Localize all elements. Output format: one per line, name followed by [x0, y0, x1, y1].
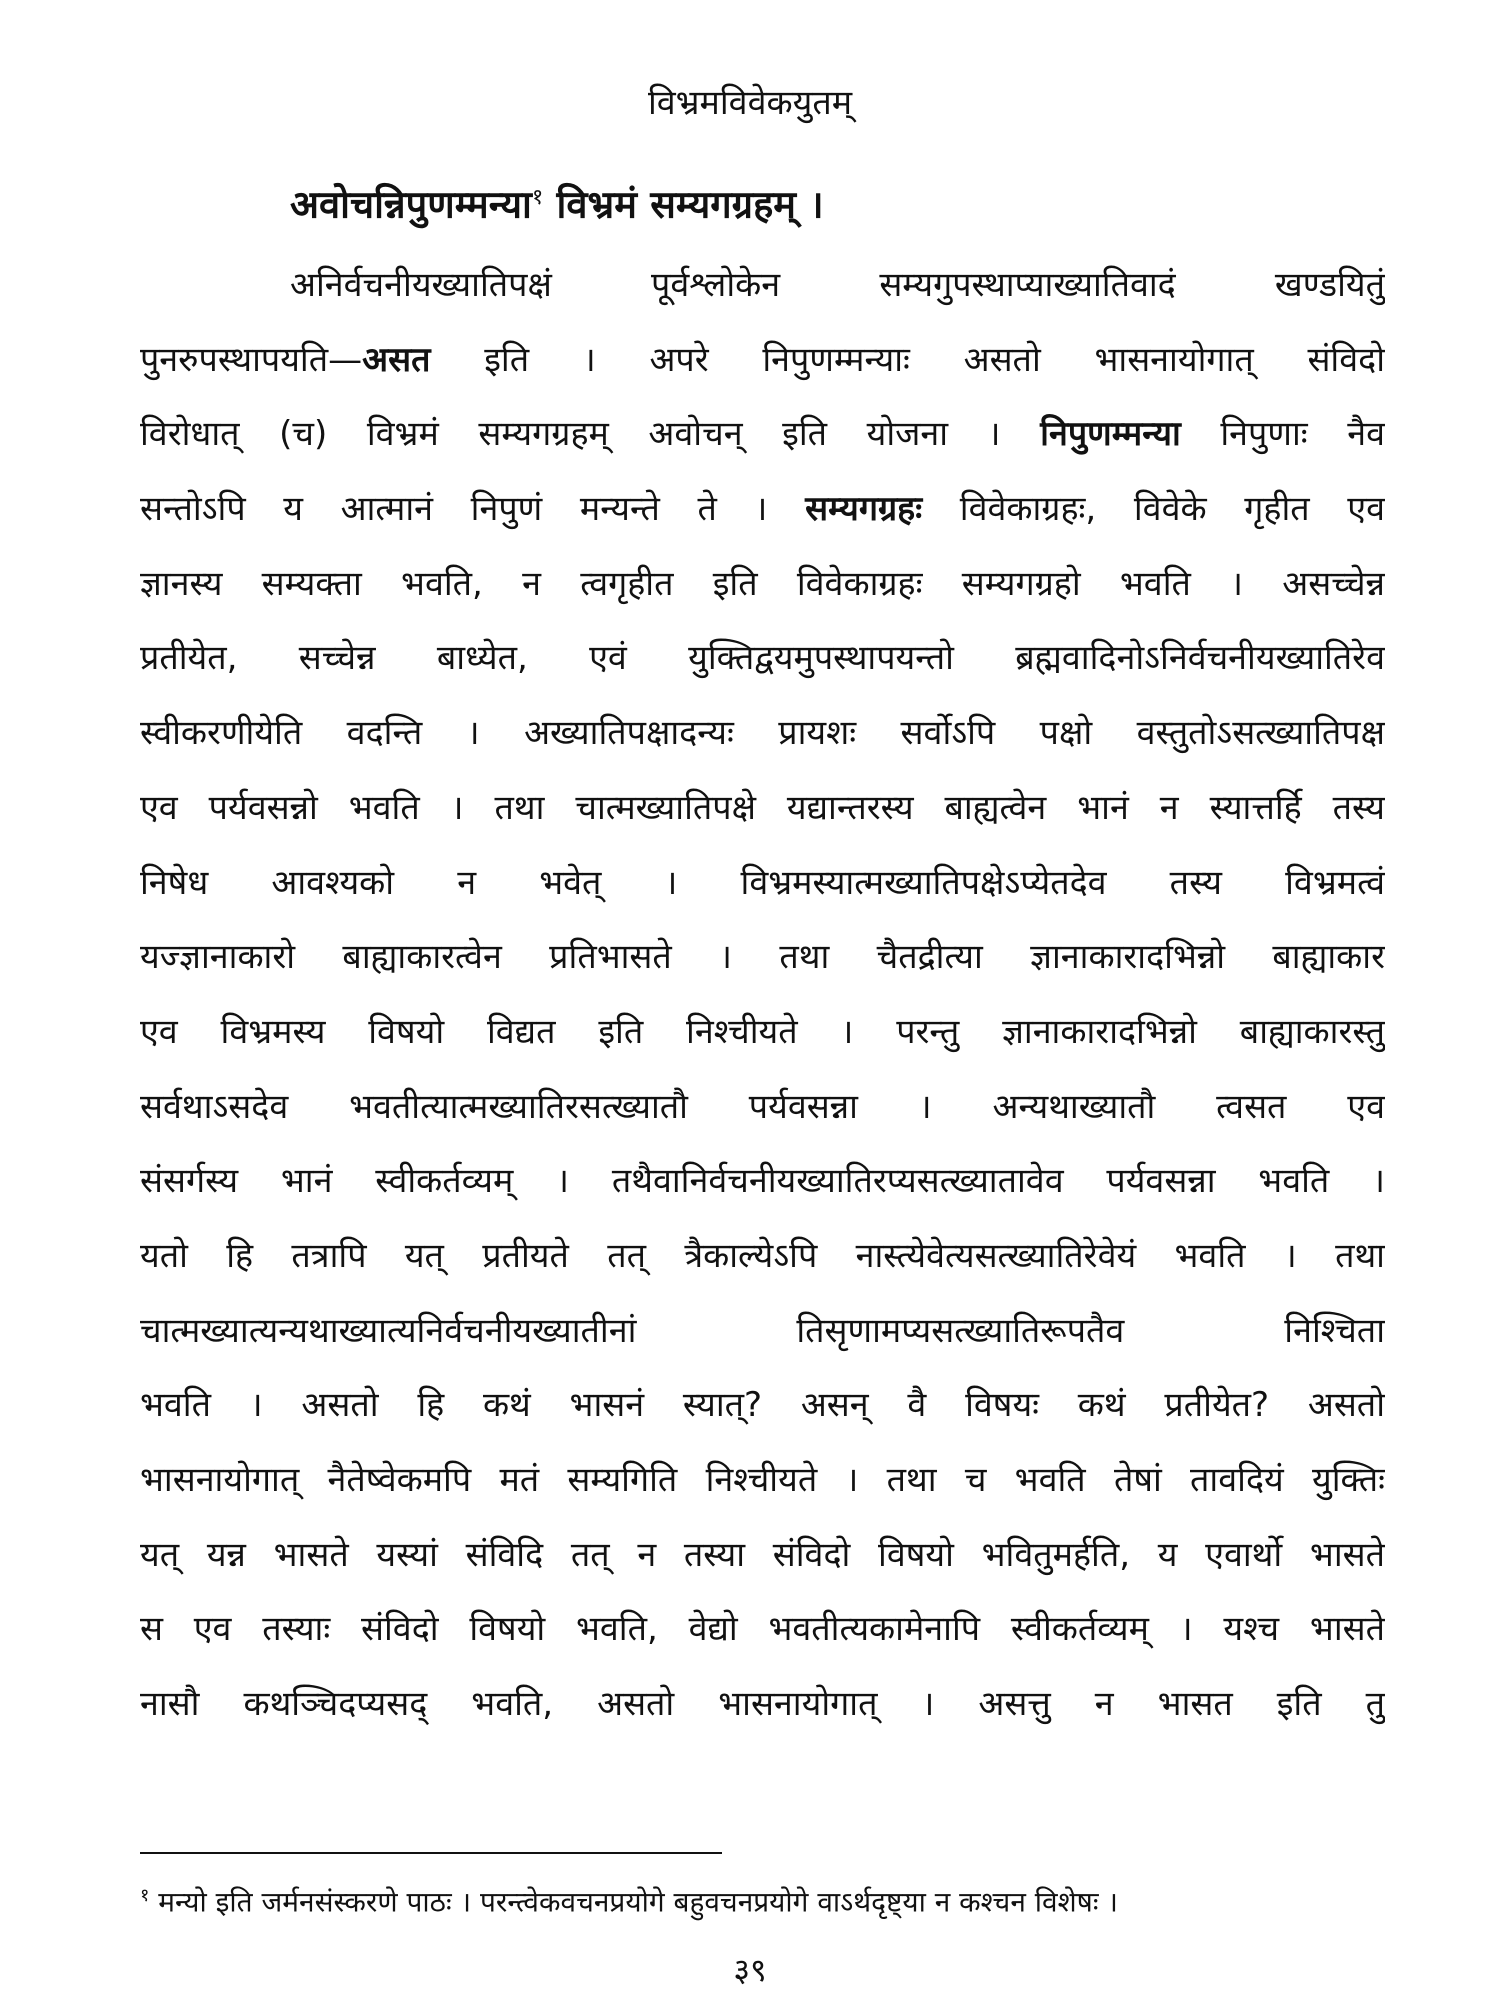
body-line-4 [140, 472, 1385, 547]
text-segment: पुनरुपस्थापयति— [140, 339, 363, 380]
verse-footnote-marker: १ [531, 185, 544, 210]
text-segment: स्वीकरणीयेति वदन्ति । अख्यातिपक्षादन्यः प्रायशः सर्वोऽपि पक्षो वस्तुतोऽसत्ख्यातिपक्ष [140, 713, 1385, 754]
body-line-15 [140, 1294, 1385, 1369]
text-segment: इति । अपरे निपुणम्मन्याः असतो भासनायोगात् संविदो [430, 339, 1385, 380]
verse-text-before: अवोचन्निपुणम्मन्या [290, 182, 532, 227]
body-line-3 [140, 397, 1385, 472]
page-number: ३९ [733, 1951, 767, 1989]
text-segment: यतो हि तत्रापि यत् प्रतीयते तत् त्रैकाल्येऽपि नास्त्येवेत्यसत्ख्यातिरेवेयं भवति । तथा [140, 1235, 1385, 1276]
text-segment: विवेकाग्रहः, विवेके गृहीत एव [922, 489, 1385, 530]
body-line-5 [140, 547, 1385, 622]
text-segment: संसर्गस्य भानं स्वीकर्तव्यम् । तथैवानिर्वचनीयख्यातिरप्यसत्ख्यातावेव पर्यवसन्ना भवति । [140, 1161, 1385, 1202]
body-line-7 [140, 696, 1385, 771]
bold-term: सम्यगग्रहः [805, 489, 923, 530]
text-segment: एव पर्यवसन्नो भवति । तथा चात्मख्यातिपक्षे यद्यान्तरस्य बाह्यत्वेन भानं न स्यात्तर्हि तस्य [140, 787, 1385, 828]
body-line-6 [140, 621, 1385, 696]
body-line-12 [140, 1070, 1385, 1145]
body-line-1 [140, 248, 1385, 323]
footnote-divider [140, 1852, 722, 1854]
bold-term: निपुणम्मन्या [1040, 414, 1181, 455]
body-line-19 [140, 1592, 1385, 1667]
text-segment: भासनायोगात् नैतेष्वेकमपि मतं सम्यगिति निश्चीयते । तथा च भवति तेषां तावदियं युक्तिः [140, 1460, 1385, 1500]
text-segment: यत् यन्न भासते यस्यां संविदि तत् न तस्या संविदो विषयो भवितुमर्हति, य एवार्थो भासते [140, 1534, 1385, 1575]
body-line-9 [140, 846, 1385, 921]
text-segment: प्रतीयेत, सच्चेन्न बाध्येत, एवं युक्तिद्वयमुपस्थापयन्तो ब्रह्मवादिनोऽनिर्वचनीयख्यातिरेव [140, 638, 1385, 679]
body-line-8 [140, 771, 1385, 846]
verse-line [290, 170, 824, 233]
text-segment: चात्मख्यात्यन्यथाख्यात्यनिर्वचनीयख्यातीनां तिसृणामप्यसत्ख्यातिरूपतैव निश्चिता [140, 1310, 1385, 1351]
text-segment: सन्तोऽपि य आत्मानं निपुणं मन्यन्ते ते । [140, 489, 806, 530]
body-line-2 [140, 323, 1385, 398]
text-segment: निपुणाः नैव [1180, 414, 1385, 455]
body-line-20 [140, 1667, 1385, 1742]
body-line-18 [140, 1518, 1385, 1593]
footnote-marker: १ [140, 1885, 150, 1906]
body-line-10 [140, 920, 1385, 995]
text-segment: एव विभ्रमस्य विषयो विद्यत इति निश्चीयते । परन्तु ज्ञानाकारादभिन्नो बाह्याकारस्तु [140, 1011, 1385, 1052]
text-segment: अनिर्वचनीयख्यातिपक्षं पूर्वश्लोकेन सम्यगुपस्थाप्याख्यातिवादं खण्डयितुं [290, 265, 1385, 305]
body-line-11 [140, 995, 1385, 1070]
text-segment: ज्ञानस्य सम्यक्ता भवति, न त्वगृहीत इति विवेकाग्रहः सम्यगग्रहो भवति । असच्चेन्न [140, 563, 1385, 604]
commentary-body [140, 248, 1385, 1742]
body-line-17 [140, 1443, 1385, 1518]
text-segment: सर्वथाऽसदेव भवतीत्यात्मख्यातिरसत्ख्यातौ पर्यवसन्ना । अन्यथाख्यातौ त्वसत एव [140, 1086, 1385, 1127]
body-line-14 [140, 1219, 1385, 1294]
text-segment: भवति । असतो हि कथं भासनं स्यात्? असन् वै विषयः कथं प्रतीयेत? असतो [140, 1385, 1385, 1426]
text-segment: स एव तस्याः संविदो विषयो भवति, वेद्यो भवतीत्यकामेनापि स्वीकर्तव्यम् । यश्च भासते [140, 1609, 1385, 1650]
verse-text-after: विभ्रमं सम्यगग्रहम् । [543, 182, 824, 227]
bold-term: असत [362, 339, 431, 380]
running-head: विभ्रमविवेकयुतम् [647, 83, 853, 123]
text-segment: निषेध आवश्यको न भवेत् । विभ्रमस्यात्मख्यातिपक्षेऽप्येतदेव तस्य विभ्रमत्वं [140, 862, 1385, 903]
footnote-text: मन्यो इति जर्मनसंस्करणे पाठः । परन्त्वेकवचनप्रयोगे बहुवचनप्रयोगे वाऽर्थदृष्ट्या न कश्चन विशेषः । [149, 1885, 1118, 1919]
footnote [140, 1874, 1385, 1924]
text-segment: विरोधात् (च) विभ्रमं सम्यगग्रहम् अवोचन् इति योजना । [140, 414, 1041, 455]
body-line-13 [140, 1144, 1385, 1219]
text-segment: यज्ज्ञानाकारो बाह्याकारत्वेन प्रतिभासते । तथा चैतद्रीत्या ज्ञानाकारादभिन्नो बाह्याकार [140, 937, 1385, 978]
body-line-16 [140, 1368, 1385, 1443]
text-segment: नासौ कथञ्चिदप्यसद् भवति, असतो भासनायोगात् । असत्तु न भासत इति तु [140, 1684, 1385, 1725]
